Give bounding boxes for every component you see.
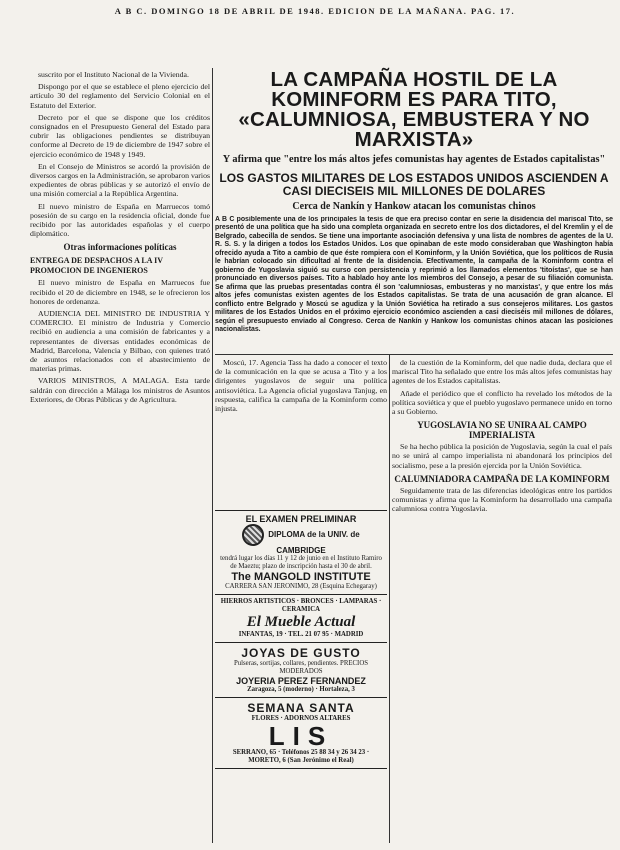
ad-text: tendrá lugar los días 11 y 12 de junio en el Instituto Ramiro de Maeztu; plazo de inscripción hasta el 30 de abril. — [220, 555, 382, 570]
paragraph: El nuevo ministro de España en Marruecos fue recibido el 20 de diciembre en 1948, se le ofrecieron los honores de ordenanza. — [30, 278, 210, 306]
section-heading: Otras informaciones políticas — [63, 242, 177, 253]
ad-address: INFANTAS, 19 · TEL. 21 07 95 · MADRID — [238, 631, 364, 638]
ad-line: DIPLOMA de la UNIV. de CAMBRIDGE — [217, 524, 385, 555]
ad-brand: El Mueble Actual — [246, 614, 356, 630]
lead-headline: LA CAMPAÑA HOSTIL DE LA KOMINFORM ES PARA TITO, «CALUMNIOSA, EMBUSTERA Y NO MARXISTA» — [238, 68, 590, 151]
column-rule — [212, 68, 213, 843]
ad-brand: LIS — [268, 721, 334, 751]
advertisements — [215, 510, 387, 840]
right-column — [392, 358, 612, 838]
ad-lis — [215, 697, 387, 769]
horizontal-rule — [215, 354, 613, 355]
lead-deck: Y afirma que "entre los más altos jefes comunistas hay agentes de Estados capitalistas" — [222, 154, 606, 165]
page-header: A B C. DOMINGO 18 DE ABRIL DE 1948. EDICION DE LA MAÑANA. PAG. 17. — [114, 6, 516, 16]
paragraph: Añade el periódico que el conflicto ha revelado los métodos de la política soviética y que el pueblo yugoslavo permanece unido en torno a su Gobierno. — [392, 388, 612, 417]
column-rule — [389, 355, 390, 843]
paragraph: Se ha hecho pública la posición de Yugoslavia, según la cual el país no se unirá al campo imperialista ni abandonará los principios del socialismo, pese a la presión ejercida por la Unión Soviética. — [392, 442, 612, 470]
paragraph: AUDIENCIA DEL MINISTRO DE INDUSTRIA Y COMERCIO. El ministro de Industria y Comercio recibió en audiencia a una comisión de fabricantes y a representantes de diversas entidades económicas de Madrid, Barcelona, Valencia y Bilbao, con quienes trató de asuntos relacionados con el abastecimiento de materias primas. — [30, 309, 210, 374]
seal-icon — [242, 524, 264, 546]
second-subhead: Cerca de Nankín y Hankow atacan los comunistas chinos — [292, 200, 536, 212]
middle-column — [215, 358, 387, 508]
second-headline: LOS GASTOS MILITARES DE LOS ESTADOS UNIDOS ASCIENDEN A CASI DIECISEIS MIL MILLONES DE DOLARES — [219, 170, 609, 198]
ad-title: HIERROS ARTISTICOS · BRONCES · LAMPARAS · CERAMICA — [220, 598, 382, 613]
paragraph: Seguidamente trata de las diferencias ideológicas entre los partidos comunistas y afirma que la Kominform ha desarrollado una campaña calumniosa contra Yugoslavia. — [392, 485, 612, 514]
section-subheading: ENTREGA DE DESPACHOS A LA IV PROMOCION DE INGENIEROS — [30, 256, 163, 276]
paragraph: Moscú, 17. Agencia Tass ha dado a conocer el texto de la comunicación en la que se acusa a Tito y a los dirigentes yugoslavos de seguir una política antisoviética. La Agencia oficial yugoslava Tanjug, en respuesta, califica la campaña de la Kominform como injusta. — [215, 358, 387, 414]
ad-title: EL EXAMEN PRELIMINAR — [245, 514, 357, 524]
ad-title: JOYAS DE GUSTO — [241, 646, 361, 660]
ad-address: Zaragoza, 5 (moderno) · Hortaleza, 3 — [247, 686, 355, 693]
paragraph: En el Consejo de Ministros se acordó la provisión de diversos cargos en la Administración, se aprobaron varios expedientes de obras públicas y se autorizó el envío de una misión comercial a la República Argentina. — [30, 161, 210, 199]
paragraph: suscrito por el Instituto Nacional de la Vivienda. — [38, 70, 189, 79]
ad-mueble — [215, 594, 387, 642]
paragraph: de la cuestión de la Kominform, del que nadie duda, declara que el mariscal Tito ha señalado que entre los más altos jefes comunistas hay agentes de los Estados capitalistas. — [392, 358, 612, 386]
ad-sub: FLORES · ADORNOS ALTARES — [251, 715, 351, 722]
section-heading: CALUMNIADORA CAMPAÑA DE LA KOMINFORM — [394, 473, 610, 484]
left-column — [30, 70, 210, 840]
lead-story — [215, 70, 613, 396]
section-heading: YUGOSLAVIA NO SE UNIRA AL CAMPO IMPERIALISTA — [417, 420, 587, 441]
ad-cambridge — [215, 510, 387, 594]
ad-brand: JOYERIA PEREZ FERNANDEZ — [236, 676, 366, 686]
ad-address: CARRERA SAN JERONIMO, 28 (Esquina Echegaray) — [225, 583, 377, 590]
ad-brand: The MANGOLD INSTITUTE — [231, 571, 371, 583]
paragraph: Dispongo por el que se establece el pleno ejercicio del artículo 30 del reglamento del Servicio Colonial en el Estatuto del Exterior. — [30, 82, 210, 110]
ad-address: SERRANO, 65 · Teléfonos 25 88 34 y 26 34 23 · MORETO, 6 (San Jerónimo el Real) — [232, 749, 370, 764]
paragraph: Decreto por el que se dispone que los créditos consignados en el Presupuesto General del Estado para cubrir las obligaciones pendientes se distribuyan conforme al Decreto de 19 de diciembre de 1947 sobre el ejercicio económico de 1948 y 1949. — [30, 112, 210, 159]
paragraph: VARIOS MINISTROS, A MALAGA. Esta tarde saldrán con dirección a Málaga los ministros de Asuntos Exteriores, de Obras Públicas y de Agricultura. — [30, 376, 210, 404]
lead-body: A B C posiblemente una de los principales la tesis de que era preciso contar en serie la disidencia del mariscal Tito, se presentó de una política que ha sido una completa organizada en secreto entre los dos dictadores, el del Kremlin y el de Belgrado, cabecilla de sendos. Se tiene una importante asociación defensiva y una lista de nombres de agentes de la U. R. S. S. y la dirigen a todos los Estados Unidos. Los que opinaban de este modo consideraban que Washington había ofrecido ayuda a Tito a cambio de que éste rompiera con el Kominform, y la Unión Soviética, que los políticos de Rusia le habrían colocado sin dificultad al frente de la disidencia. Efectivamente, la campaña de la Kominform contra el gobierno de Yugoslavia siguió su curso con persistencia y reprimió a los llamados elementos 'titoístas', que se han pronunciado en diversos países. Tito a hablado hoy ante los miembros del Consejo, a pesar de su filiación comunista. Se afirma que las pruebas presentadas contra él son 'calumniosas, embusteras y no marxistas', y que entre los más altos jefes comunistas existen agentes de los Estados capitalistas. Se trata de una acusación de gran alcance. El conflicto entre Belgrado y Moscú se agudiza y la Unión Soviética ha retirado a sus consejeros militares. Los gastos militares de los Estados Unidos en el próximo ejercicio económico ascienden a casi dieciséis mil millones de dólares, según el presupuesto enviado al Congreso. Cerca de Nankín y Hankow los comunistas chinos atacan las posiciones nacionalistas. — [215, 215, 613, 333]
ad-text: Pulseras, sortijas, collares, pendientes. PRECIOS MODERADOS — [233, 660, 369, 675]
ad-title: SEMANA SANTA — [247, 701, 355, 715]
paragraph: El nuevo ministro de España en Marruecos tomó posesión de su cargo en la residencia oficial, donde fue recibido por las autoridades españolas y el cuerpo diplomático. — [30, 201, 210, 239]
ad-joyeria — [215, 642, 387, 697]
